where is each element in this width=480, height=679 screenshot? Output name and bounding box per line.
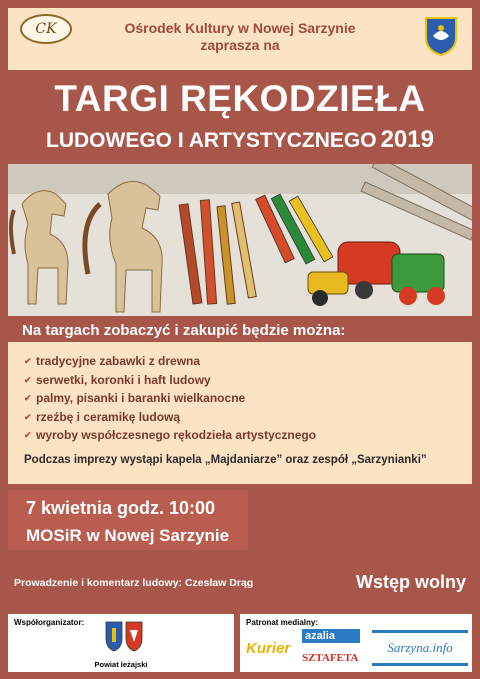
list-item	[24, 389, 316, 408]
kurier-logo: Kurier	[246, 640, 291, 657]
subtitle-text: LUDOWEGO I ARTYSTYCZNEGO	[46, 129, 377, 152]
host-credit: Prowadzenie i komentarz ludowy: Czesław Drąg	[14, 577, 254, 589]
co-organizer-label: Współorganizator:	[14, 618, 85, 627]
sarzyna-info-logo: Sarzyna.info	[372, 630, 468, 666]
town-crest-icon	[424, 16, 458, 56]
list-item	[24, 408, 316, 427]
intro-text: Na targach zobaczyć i zakupić będzie można:	[22, 322, 346, 339]
subtitle-year: 2019	[380, 126, 434, 153]
invites-text: zaprasza na	[200, 37, 280, 53]
event-title: TARGI RĘKODZIEŁA	[54, 78, 426, 119]
list-item-label: palmy, pisanki i baranki wielkanocne	[36, 391, 246, 405]
list-item-label: serwetki, koronki i haft ludowy	[36, 372, 211, 387]
handicraft-photo	[8, 164, 472, 316]
check-icon: ✔	[24, 356, 32, 366]
county-crest-icon	[104, 620, 144, 652]
list-item-label: tradycyjne zabawki z drewna	[36, 354, 201, 368]
ck-logo-text: CK	[35, 21, 57, 37]
ck-logo	[20, 14, 72, 44]
check-icon: ✔	[24, 374, 32, 385]
list-item-label: wyroby współczesnego rękodzieła artystycznego	[36, 428, 317, 442]
free-entry: Wstęp wolny	[355, 572, 466, 592]
performance-text: Podczas imprezy wystąpi kapela „Majdaniarze” oraz zespół „Sarzynianki”	[24, 454, 427, 466]
check-icon: ✔	[24, 411, 32, 422]
check-icon: ✔	[24, 430, 32, 440]
event-date: 7 kwietnia godz. 10:00	[26, 498, 216, 518]
list-item	[24, 426, 316, 445]
list-item	[24, 371, 316, 390]
co-organizer-panel	[8, 614, 234, 672]
organizer-heading	[78, 20, 402, 54]
media-patrons-label: Patronat medialny:	[246, 618, 319, 627]
azalia-logo: azalia	[302, 629, 360, 643]
media-patrons-panel	[240, 614, 472, 672]
sztafeta-logo: SZTAFETA	[302, 652, 359, 664]
county-name: Powiat leżajski	[94, 660, 148, 669]
event-place: MOSiR w Nowej Sarzynie	[26, 526, 230, 545]
list-item-label: rzeźbę i ceramikę ludową	[36, 409, 181, 424]
offer-panel	[8, 342, 472, 484]
event-subtitle	[0, 126, 480, 154]
organizer-name: Ośrodek Kultury w Nowej Sarzynie	[124, 20, 356, 36]
check-icon: ✔	[24, 393, 32, 403]
header-panel	[8, 8, 472, 70]
list-item	[24, 352, 316, 371]
offer-list	[24, 352, 316, 445]
